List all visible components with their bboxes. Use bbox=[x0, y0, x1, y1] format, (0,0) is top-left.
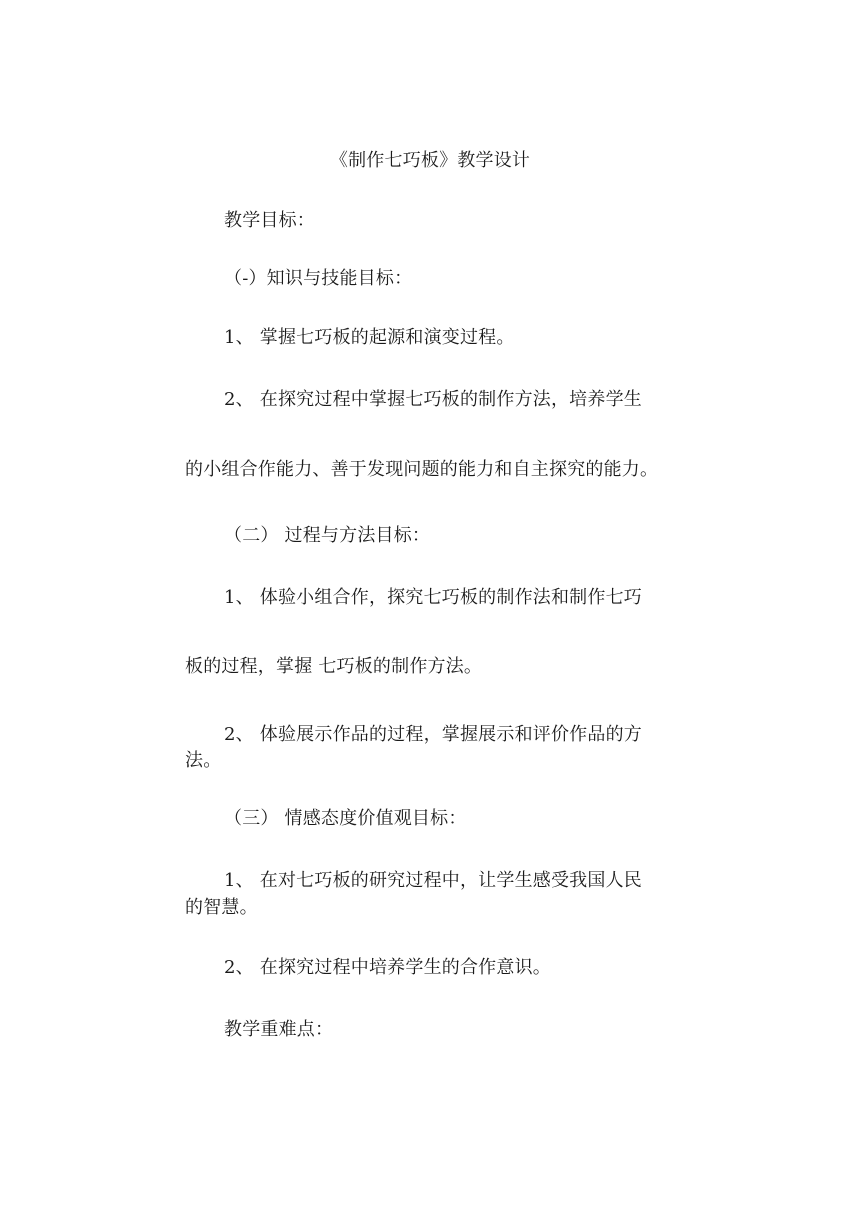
section1-item1: 1、 掌握七巧板的起源和演变过程。 bbox=[224, 327, 515, 348]
document-title: 《制作七巧板》教学设计 bbox=[329, 150, 531, 171]
section3-item2: 2、 在探究过程中培养学生的合作意识。 bbox=[224, 957, 551, 978]
section1-heading: （-）知识与技能目标： bbox=[224, 268, 413, 289]
section1-item2-line1: 2、 在探究过程中掌握七巧板的制作方法，培养学生 bbox=[224, 389, 642, 410]
section2-heading: （二） 过程与方法目标： bbox=[224, 525, 431, 546]
key-points-heading: 教学重难点： bbox=[224, 1019, 334, 1040]
section2-item1-line2: 板的过程，掌握 七巧板的制作方法。 bbox=[185, 656, 483, 677]
section3-item1-line2: 的智慧。 bbox=[185, 897, 258, 918]
section2-item1-line1: 1、 体验小组合作，探究七巧板的制作法和制作七巧 bbox=[224, 587, 642, 608]
section3-item1-line1: 1、 在对七巧板的研究过程中，让学生感受我国人民 bbox=[224, 870, 642, 891]
section1-item2-line2: 的小组合作能力、善于发现问题的能力和自主探究的能力。 bbox=[185, 459, 659, 480]
section2-item2-line2: 法。 bbox=[185, 750, 222, 771]
section3-heading: （三） 情感态度价值观目标： bbox=[224, 808, 467, 829]
teaching-goals-heading: 教学目标： bbox=[224, 210, 315, 231]
section2-item2-line1: 2、 体验展示作品的过程，掌握展示和评价作品的方 bbox=[224, 724, 642, 745]
